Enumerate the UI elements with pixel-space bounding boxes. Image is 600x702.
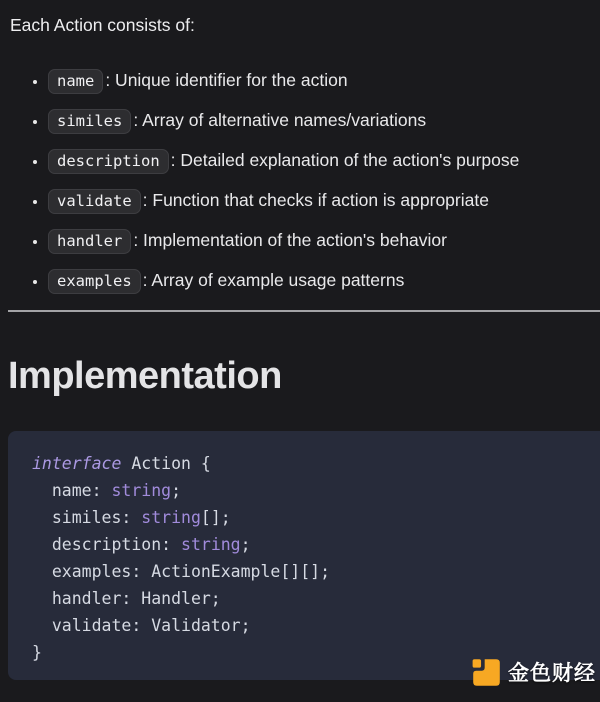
list-item — [48, 266, 600, 294]
list-item — [48, 146, 600, 174]
code-content — [32, 450, 584, 666]
code-line: handler: Handler; — [32, 589, 221, 608]
code-line: interface Action { — [32, 454, 211, 473]
list-item-text: : Detailed explanation of the action's purpose — [170, 150, 520, 170]
code-block — [8, 431, 600, 680]
list-item — [48, 106, 600, 134]
watermark-text: 金色财经 — [508, 662, 596, 685]
code-line: examples: ActionExample[][]; — [32, 562, 331, 581]
code-line: description: string; — [32, 535, 251, 554]
section-divider — [8, 310, 600, 312]
list-item — [48, 226, 600, 254]
section-heading: Implementation — [8, 355, 282, 397]
list-item — [48, 186, 600, 214]
inline-code: name — [48, 69, 103, 94]
jinse-finance-logo-icon — [472, 658, 501, 687]
inline-code: similes — [48, 109, 131, 134]
list-item-text: : Unique identifier for the action — [105, 70, 348, 90]
inline-code: handler — [48, 229, 131, 254]
list-item-text: : Implementation of the action's behavior — [133, 230, 447, 250]
list-item-text: : Array of alternative names/variations — [133, 110, 427, 130]
code-line: similes: string[]; — [32, 508, 231, 527]
intro-text: Each Action consists of: — [10, 15, 195, 35]
list-item-text: : Array of example usage patterns — [142, 270, 405, 290]
inline-code: description — [48, 149, 169, 174]
code-line: name: string; — [32, 481, 182, 500]
list-item — [48, 66, 600, 94]
inline-code: examples — [48, 269, 141, 294]
watermark — [472, 657, 596, 687]
list-item-text: : Function that checks if action is appropriate — [142, 190, 489, 210]
inline-code: validate — [48, 189, 141, 214]
action-properties-list — [0, 66, 600, 294]
code-line: } — [32, 643, 42, 662]
code-line: validate: Validator; — [32, 616, 251, 635]
